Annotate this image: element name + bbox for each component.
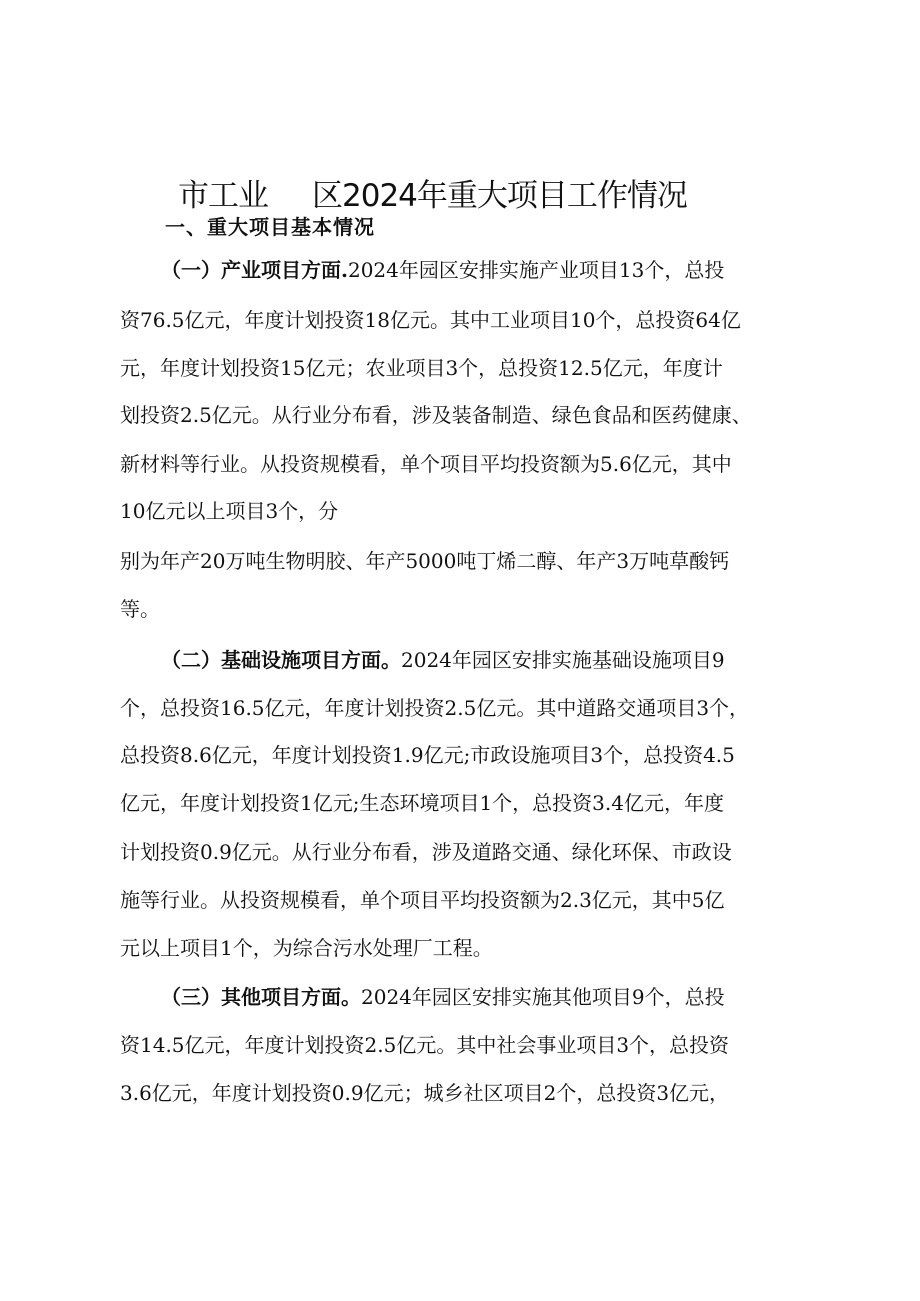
- paragraph-line: [161, 645, 821, 675]
- paragraph-line: 总投资8.6亿元，年度计划投资1.9亿元;市政设施项目3个，总投资4.5: [120, 743, 735, 767]
- paragraph-line: 施等行业。从投资规模看，单个项目平均投资额为2.3亿元，其中5亿: [120, 888, 725, 912]
- paragraph-line: 计划投资0.9亿元。从行业分布看，涉及道路交通、绿化环保、市政设: [120, 840, 732, 864]
- paragraph-line: 个，总投资16.5亿元，年度计划投资2.5亿元。其中道路交通项目3个，: [120, 696, 750, 720]
- title-part-1: 市工业: [178, 178, 268, 214]
- paragraph-line: 别为年产20万吨生物明胶、年产5000吨丁烯二醇、年产3万吨草酸钙: [120, 549, 730, 573]
- paragraph-line: 等。: [120, 597, 160, 621]
- paragraph-line: 新材料等行业。从投资规模看，单个项目平均投资额为5.6亿元，其中: [120, 452, 732, 476]
- paragraph-line: 元以上项目1个，为综合污水处理厂工程。: [120, 936, 493, 960]
- paragraph-line: 10亿元以上项目3个，分: [120, 499, 339, 523]
- paragraph-line: [161, 255, 821, 285]
- paragraph-line: 资14.5亿元，年度计划投资2.5亿元。其中社会事业项目3个，总投资: [120, 1033, 730, 1057]
- title-part-2: 区2024年重大项目工作情况: [312, 178, 687, 214]
- line-text: 2024年园区安排实施基础设施项目9: [401, 648, 725, 672]
- paragraph-line: [161, 982, 821, 1012]
- line-text: 2024年园区安排实施产业项目13个，总投: [347, 258, 725, 282]
- paragraph-lead: （一）产业项目方面.: [161, 258, 348, 282]
- paragraph-line: 划投资2.5亿元。从行业分布看，涉及装备制造、绿色食品和医药健康、: [120, 403, 752, 427]
- section-heading: 一、重大项目基本情况: [165, 215, 375, 239]
- paragraph-line: 元，年度计划投资15亿元；农业项目3个，总投资12.5亿元，年度计: [120, 356, 723, 380]
- paragraph-line: 资76.5亿元，年度计划投资18亿元。其中工业项目10个，总投资64亿: [120, 308, 741, 332]
- document-title: [178, 176, 778, 216]
- paragraph-line: 亿元，年度计划投资1亿元;生态环境项目1个，总投资3.4亿元，年度: [120, 791, 724, 815]
- paragraph-line: 3.6亿元，年度计划投资0.9亿元；城乡社区项目2个，总投资3亿元，: [120, 1081, 730, 1105]
- line-text: 2024年园区安排实施其他项目9个，总投: [361, 985, 725, 1009]
- paragraph-lead: （二）基础设施项目方面。: [161, 648, 401, 672]
- paragraph-lead: （三）其他项目方面。: [161, 985, 361, 1009]
